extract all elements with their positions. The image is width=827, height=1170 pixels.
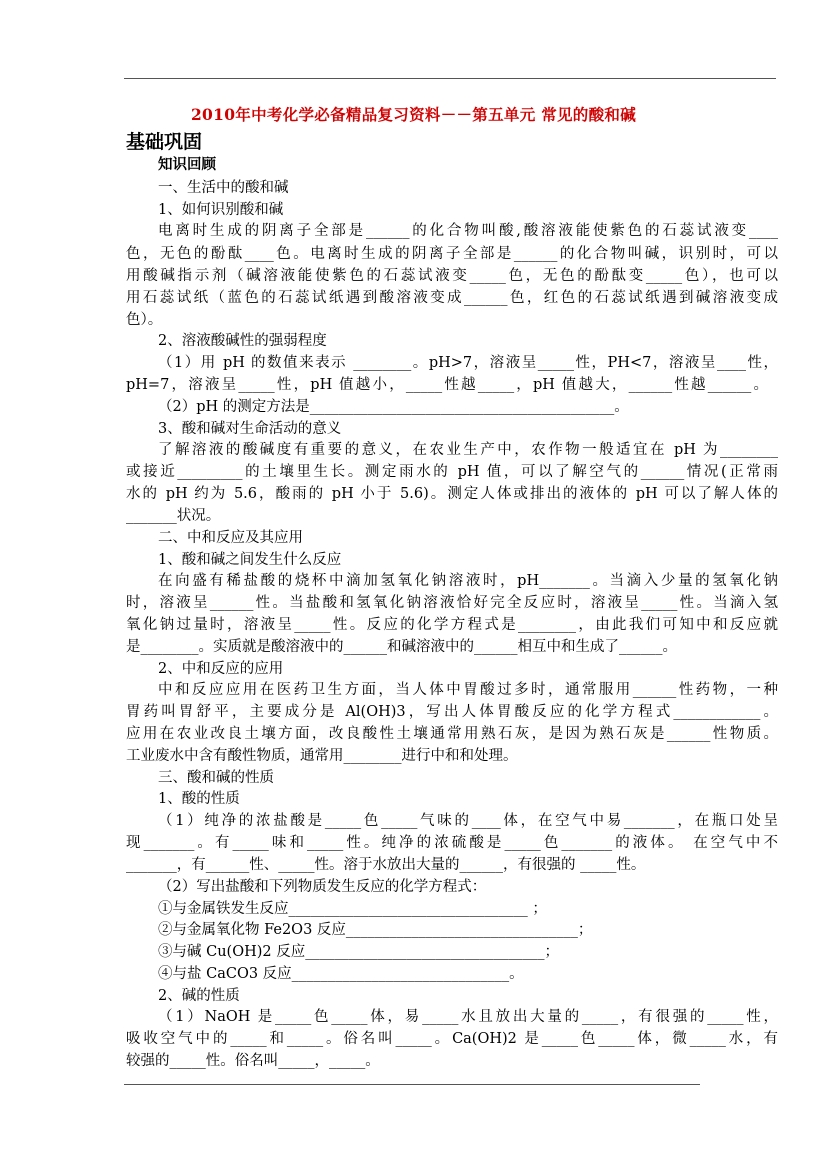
doc-line: 知识回顾 <box>158 156 216 173</box>
doc-line: 胃药叫胃舒平，主要成分是 Al(OH)3，写出人体胃酸反应的化学方程式____________。 <box>126 704 778 720</box>
doc-line: 二、中和反应及其应用 <box>158 530 303 546</box>
doc-line: 中和反应应用在医药卫生方面，当人体中胃酸过多时，通常服用______性药物，一种 <box>158 682 778 698</box>
doc-line: 2、碱的性质 <box>158 988 240 1004</box>
doc-line: 三、酸和碱的性质 <box>158 770 274 786</box>
doc-line: pH=7，溶液呈_____性，pH 值越小，_____性越_____，pH 值越大，______性越______。 <box>126 377 768 393</box>
doc-line: 1、如何识别酸和碱 <box>158 202 284 218</box>
doc-line: 应用在农业改良土壤方面，改良酸性土壤通常用熟石灰，是因为熟石灰是______性物质。 <box>126 726 778 742</box>
doc-line: 1、酸的性质 <box>158 791 240 807</box>
section-heading: 基础巩固 <box>126 131 203 153</box>
doc-line: ①与金属铁发生反应_________________________________ ； <box>158 901 547 917</box>
doc-line: 较强的_____性。俗名叫_____，_____。 <box>126 1053 380 1069</box>
doc-line: 时，溶液呈______性。当盐酸和氢氧化钠溶液恰好完全反应时，溶液呈_____性。当滴入氢 <box>126 595 778 611</box>
doc-line: 色，无色的酚酞____色。电离时生成的阴离子全部是______的化合物叫碱，识别时，可以 <box>126 246 778 262</box>
doc-line: 2、溶液酸碱性的强弱程度 <box>158 333 327 349</box>
doc-line: 或接近_________的土壤里生长。测定雨水的 pH 值，可以了解空气的______情况(正常雨 <box>126 464 778 480</box>
doc-line: 在向盛有稀盐酸的烧杯中滴加氢氧化钠溶液时，pH_______。当滴入少量的氢氧化钠 <box>158 573 778 589</box>
doc-line: （1）用 pH 的数值来表示 ________。pH>7，溶液呈_____性，PH<7，溶液呈____性， <box>158 355 778 371</box>
doc-line: 用石蕊试纸（蓝色的石蕊试纸遇到酸溶液变成______色，红色的石蕊试纸遇到碱溶液变成 <box>126 290 778 306</box>
doc-line: ②与金属氧化物 Fe2O3 反应________________________________； <box>158 922 593 938</box>
doc-line: ③与碱 Cu(OH)2 反应_________________________________； <box>158 944 559 960</box>
page-title: 2010年中考化学必备精品复习资料－－第五单元 常见的酸和碱 <box>190 105 637 124</box>
header-rule <box>124 78 776 79</box>
doc-line: （1）NaOH 是_____色_____体，易_____水且放出大量的_____，有很强的_____性， <box>158 1009 778 1025</box>
doc-line: _______状况。 <box>126 508 221 524</box>
doc-line: _______，有______性、_____性。溶于水放出大量的______，有很强的 _____性。 <box>126 857 646 873</box>
doc-line: 工业废水中含有酸性物质，通常用________进行中和和处理。 <box>126 748 518 764</box>
doc-line: （2）pH 的测定方法是__________________________________________。 <box>158 399 629 415</box>
doc-line: 吸收空气中的_____和_____。俗名叫_____。Ca(OH)2 是_____色_____体，微_____水，有 <box>126 1031 778 1047</box>
doc-line: 2、中和反应的应用 <box>158 661 284 677</box>
doc-line: 了解溶液的酸碱度有重要的意义，在农业生产中，农作物一般适宜在 pH 为________ <box>158 442 778 458</box>
doc-line: 1、酸和碱之间发生什么反应 <box>158 552 342 568</box>
doc-line: 氧化钠过量时，溶液呈_____性。反应的化学方程式是________，由此我们可知中和反应就 <box>126 617 778 633</box>
doc-line: （1）纯净的浓盐酸是_____色_____气味的____体，在空气中易_______，在瓶口处呈 <box>158 813 778 829</box>
doc-line: （2）写出盐酸和下列物质发生反应的化学方程式： <box>158 879 487 895</box>
doc-line: 电离时生成的阴离子全部是______的化合物叫酸,酸溶液能使紫色的石蕊试液变____ <box>158 223 778 239</box>
doc-line: ④与盐 CaCO3 反应______________________________。 <box>158 966 524 982</box>
doc-line: 一、生活中的酸和碱 <box>158 180 289 196</box>
footer-rule <box>124 1084 700 1085</box>
doc-line: 色）。 <box>126 312 163 328</box>
doc-line: 用酸碱指示剂（碱溶液能使紫色的石蕊试液变_____色，无色的酚酞变_____色），也可以 <box>126 268 778 284</box>
doc-line: 现_______。有_____味和_____性。纯净的浓硫酸是_____色_______的液体。 在空气中不 <box>126 835 778 851</box>
doc-line: 水的 pH 约为 5.6，酸雨的 pH 小于 5.6)。测定人体或排出的液体的 pH 可以了解人体的 <box>126 486 778 502</box>
doc-line: 是________。实质就是酸溶液中的______和碱溶液中的______相互中和生成了______。 <box>126 639 677 655</box>
doc-line: 3、酸和碱对生命活动的意义 <box>158 421 342 437</box>
